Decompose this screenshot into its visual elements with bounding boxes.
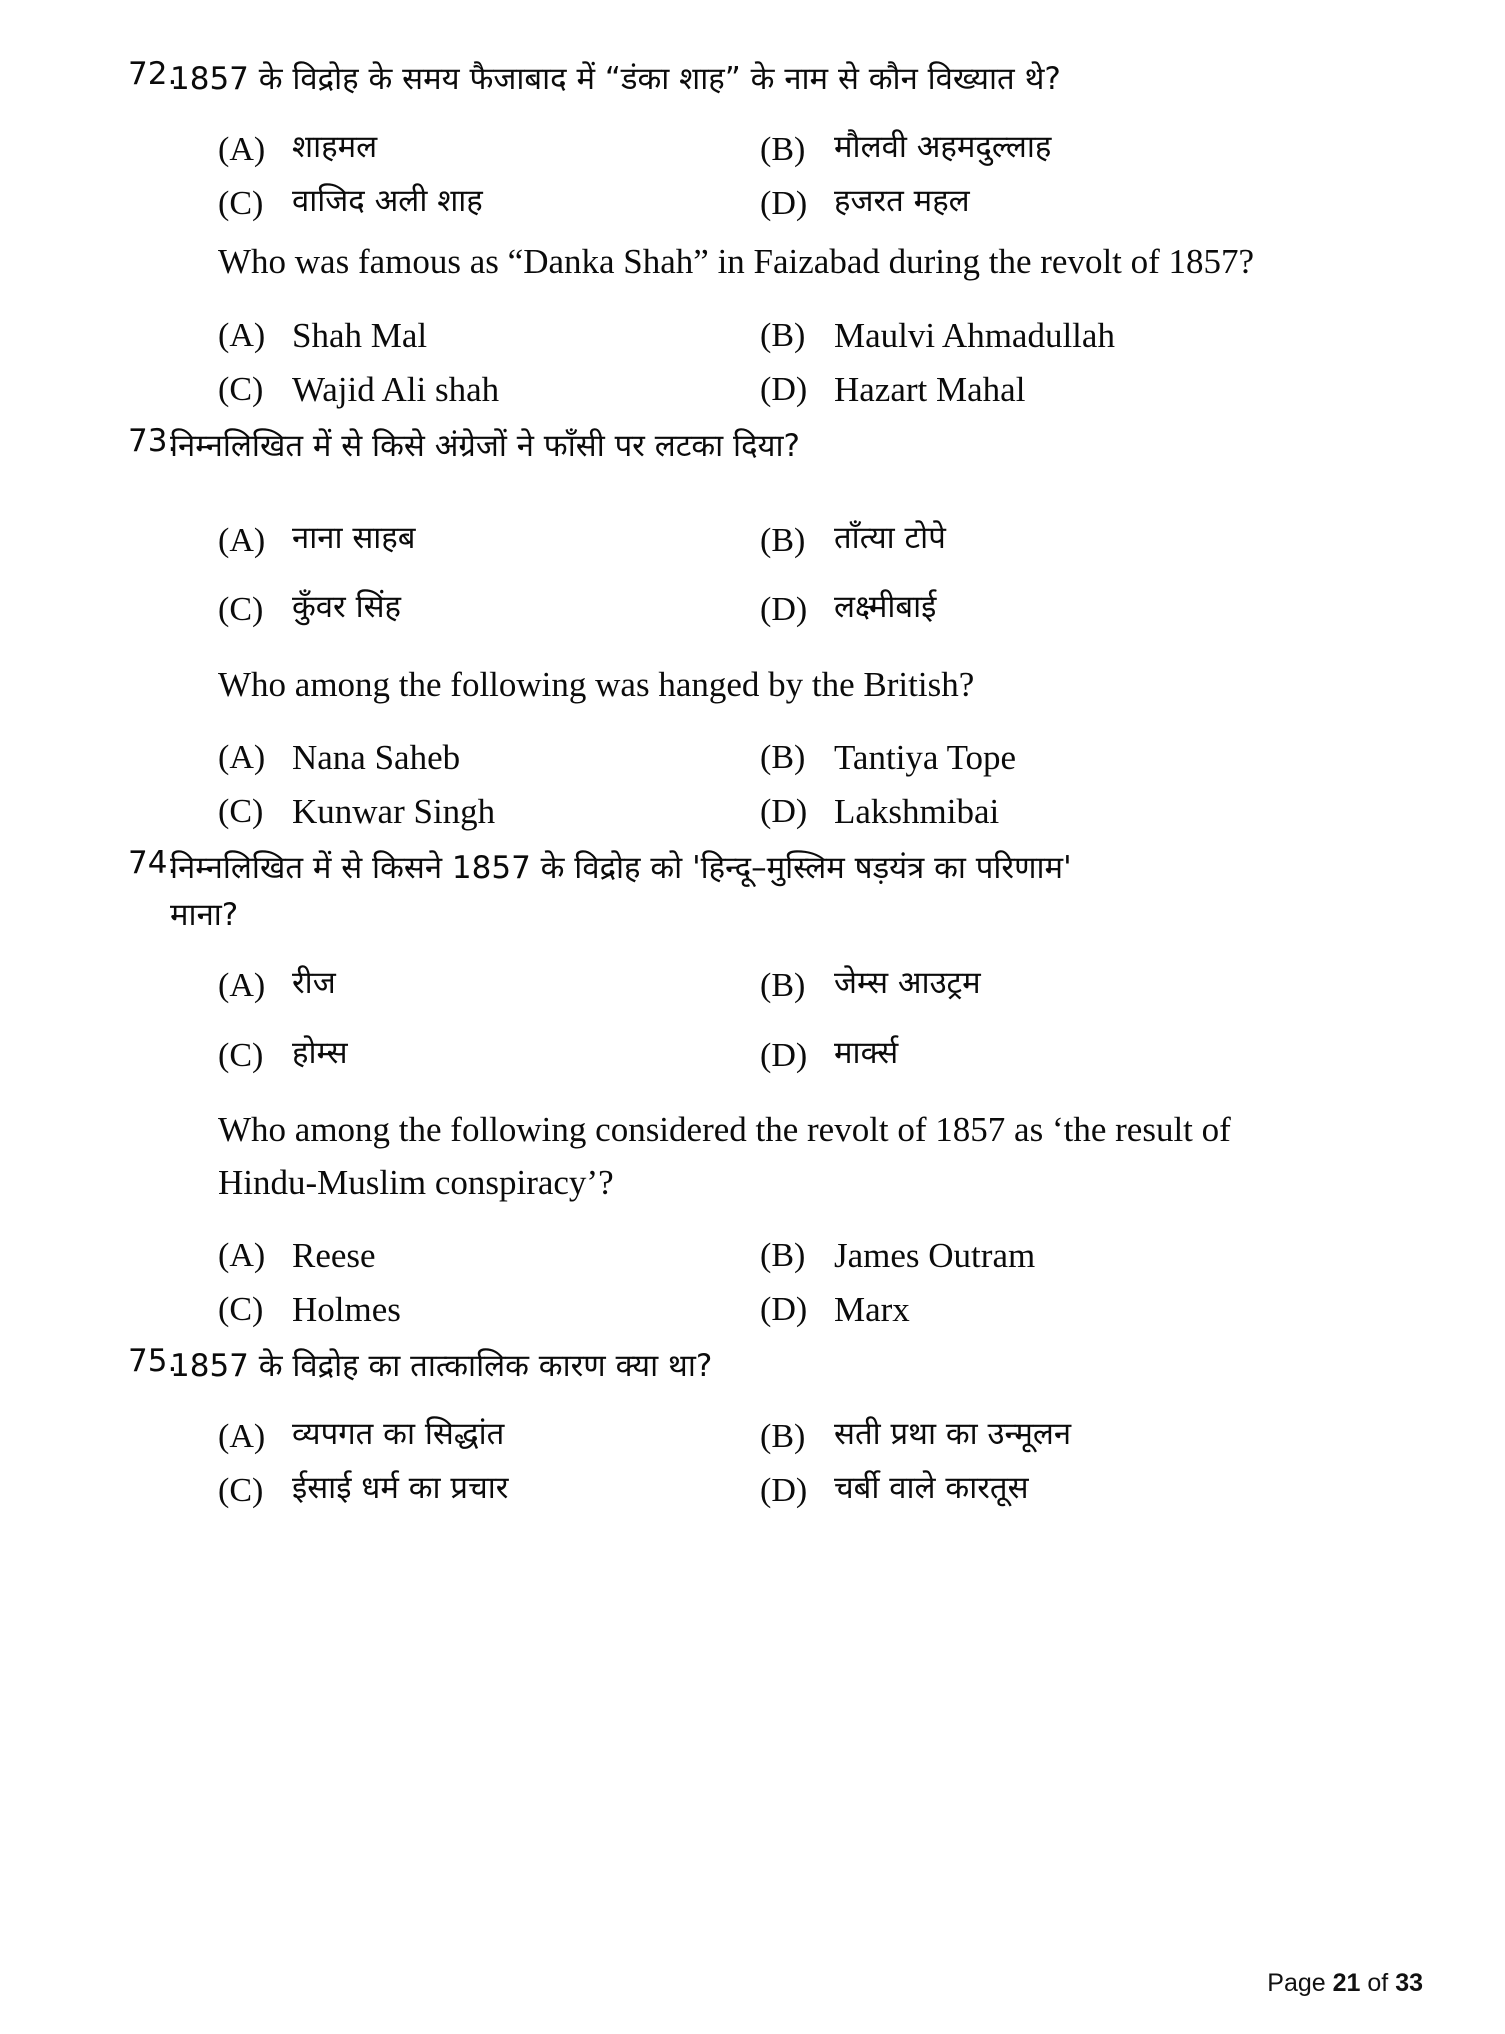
footer-total-pages: 33 [1395, 1969, 1423, 1997]
option-label: (C) [218, 370, 264, 408]
option-a[interactable] [170, 737, 730, 779]
option-row [170, 1035, 1427, 1076]
option-label: (B) [760, 1237, 806, 1275]
option-text: Wajid Ali shah [292, 369, 500, 409]
question-72-hindi-stem [128, 56, 1427, 103]
option-label: (C) [218, 591, 264, 629]
option-label: (A) [218, 131, 266, 169]
option-b[interactable] [730, 1416, 1290, 1457]
option-c[interactable] [170, 1470, 730, 1511]
question-74-number: 74. [128, 845, 178, 882]
option-text: Kunwar Singh [292, 792, 496, 832]
option-d[interactable] [730, 589, 1290, 630]
option-text: जेम्स आउट्रम [834, 965, 981, 1002]
option-text: Hazart Mahal [834, 369, 1026, 409]
option-d[interactable] [730, 183, 1290, 224]
option-d[interactable] [730, 791, 1290, 833]
footer-prefix: Page [1267, 1969, 1333, 1997]
option-text: Holmes [292, 1290, 401, 1330]
question-73-hindi-stem [128, 422, 1427, 470]
option-text: Reese [292, 1236, 376, 1276]
question-72-english-stem [170, 236, 1427, 289]
option-text: वाजिद अली शाह [292, 182, 483, 219]
option-row [170, 965, 1427, 1006]
option-text: लक्ष्मीबाई [834, 589, 937, 626]
option-a[interactable] [170, 520, 730, 561]
question-74-english-text-line2: Hindu-Muslim conspiracy’? [218, 1162, 614, 1202]
question-72-number: 72. [128, 56, 178, 92]
option-d[interactable] [730, 1035, 1290, 1076]
option-text: व्यपगत का सिद्धांत [292, 1416, 505, 1453]
question-74-hindi-text-line2: माना? [170, 897, 239, 934]
page-footer [1267, 1969, 1423, 1998]
question-block-73 [128, 422, 1427, 834]
option-label: (C) [218, 1036, 264, 1074]
option-label: (D) [760, 591, 808, 629]
option-b[interactable] [730, 737, 1290, 779]
question-block-74 [128, 845, 1427, 1331]
question-72-hindi-text: 1857 के विद्रोह के समय फैजाबाद में “डंका शाह” के नाम से कौन विख्यात थे? [170, 61, 1061, 97]
option-label: (B) [760, 316, 806, 354]
option-label: (A) [218, 1418, 266, 1456]
footer-middle: of [1360, 1969, 1396, 1997]
option-text: होम्स [292, 1034, 348, 1071]
option-label: (C) [218, 184, 264, 222]
option-label: (A) [218, 967, 266, 1005]
option-c[interactable] [170, 791, 730, 833]
option-text: Lakshmibai [834, 792, 1000, 832]
option-b[interactable] [730, 1235, 1290, 1277]
option-label: (B) [760, 521, 806, 559]
option-row [170, 315, 1427, 357]
option-a[interactable] [170, 1235, 730, 1277]
option-row [170, 1235, 1427, 1277]
question-73-english-text: Who among the following was hanged by the British? [218, 664, 975, 704]
option-label: (C) [218, 1291, 264, 1329]
question-73-hindi-options [170, 520, 1427, 631]
option-text: Nana Saheb [292, 738, 461, 778]
question-75-number: 75. [128, 1343, 178, 1380]
option-row [170, 737, 1427, 779]
option-label: (B) [760, 739, 806, 777]
question-74-hindi-options [170, 965, 1427, 1076]
option-b[interactable] [730, 129, 1290, 170]
option-label: (D) [760, 1291, 808, 1329]
option-a[interactable] [170, 129, 730, 170]
option-text: कुँवर सिंह [292, 589, 402, 626]
option-text: Shah Mal [292, 315, 428, 355]
option-text: Marx [834, 1290, 910, 1330]
question-75-hindi-options [170, 1416, 1427, 1511]
option-text: रीज [292, 965, 336, 1002]
question-block-75 [128, 1343, 1427, 1511]
option-a[interactable] [170, 315, 730, 357]
option-text: सती प्रथा का उन्मूलन [834, 1416, 1072, 1453]
option-label: (B) [760, 967, 806, 1005]
option-text: तॉंत्या टोपे [834, 519, 946, 556]
question-72-english-options [170, 315, 1427, 411]
option-row [170, 1289, 1427, 1331]
option-c[interactable] [170, 369, 730, 411]
option-c[interactable] [170, 1035, 730, 1076]
option-row [170, 1416, 1427, 1457]
question-74-hindi-stem [128, 845, 1427, 939]
option-label: (D) [760, 184, 808, 222]
option-label: (C) [218, 793, 264, 831]
option-label: (A) [218, 1237, 266, 1275]
option-a[interactable] [170, 965, 730, 1006]
option-row [170, 589, 1427, 630]
option-text: Maulvi Ahmadullah [834, 315, 1115, 355]
option-row [170, 520, 1427, 561]
option-text: मार्क्स [834, 1034, 899, 1071]
option-label: (D) [760, 793, 808, 831]
option-text: ईसाई धर्म का प्रचार [292, 1469, 509, 1506]
question-73-english-options [170, 737, 1427, 833]
option-text: मौलवी अहमदुल्लाह [834, 129, 1052, 166]
option-a[interactable] [170, 1416, 730, 1457]
option-text: James Outram [834, 1236, 1036, 1276]
question-74-english-options [170, 1235, 1427, 1331]
option-d[interactable] [730, 1289, 1290, 1331]
option-d[interactable] [730, 1470, 1290, 1511]
option-text: नाना साहब [292, 519, 416, 556]
option-label: (D) [760, 1471, 808, 1509]
option-text: हजरत महल [834, 182, 970, 219]
option-row [170, 369, 1427, 411]
option-c[interactable] [170, 1289, 730, 1331]
option-b[interactable] [730, 965, 1290, 1006]
option-label: (A) [218, 739, 266, 777]
option-label: (B) [760, 1418, 806, 1456]
option-label: (D) [760, 370, 808, 408]
option-d[interactable] [730, 369, 1290, 411]
option-label: (B) [760, 131, 806, 169]
question-75-hindi-stem [128, 1343, 1427, 1390]
option-row [170, 183, 1427, 224]
question-74-english-stem [170, 1104, 1427, 1209]
question-73-english-stem [170, 659, 1427, 712]
option-row [170, 1470, 1427, 1511]
question-72-english-text: Who was famous as “Danka Shah” in Faizabad during the revolt of 1857? [218, 242, 1255, 282]
option-b[interactable] [730, 315, 1290, 357]
question-72-hindi-options [170, 129, 1427, 224]
option-label: (A) [218, 316, 266, 354]
option-b[interactable] [730, 520, 1290, 561]
question-block-72 [128, 56, 1427, 411]
option-text: शाहमल [292, 129, 378, 166]
option-label: (D) [760, 1036, 808, 1074]
question-74-english-text-line1: Who among the following considered the revolt of 1857 as ‘the result of [218, 1110, 1231, 1150]
option-label: (C) [218, 1471, 264, 1509]
footer-current-page: 21 [1332, 1969, 1361, 1997]
option-text: चर्बी वाले कारतूस [834, 1469, 1029, 1506]
option-c[interactable] [170, 589, 730, 630]
option-row [170, 129, 1427, 170]
option-text: Tantiya Tope [834, 738, 1017, 778]
option-row [170, 791, 1427, 833]
question-73-hindi-text: निम्नलिखित में से किसे अंग्रेजों ने फाँसी पर लटका दिया? [170, 427, 800, 464]
question-75-hindi-text: 1857 के विद्रोह का तात्कालिक कारण क्या था? [170, 1348, 713, 1385]
question-73-number: 73. [128, 422, 178, 459]
question-74-hindi-text-line1: निम्नलिखित में से किसने 1857 के विद्रोह को 'हिन्दू–मुस्लिम षड़यंत्र का परिणाम' [170, 850, 1072, 887]
option-label: (A) [218, 521, 266, 559]
option-c[interactable] [170, 183, 730, 224]
